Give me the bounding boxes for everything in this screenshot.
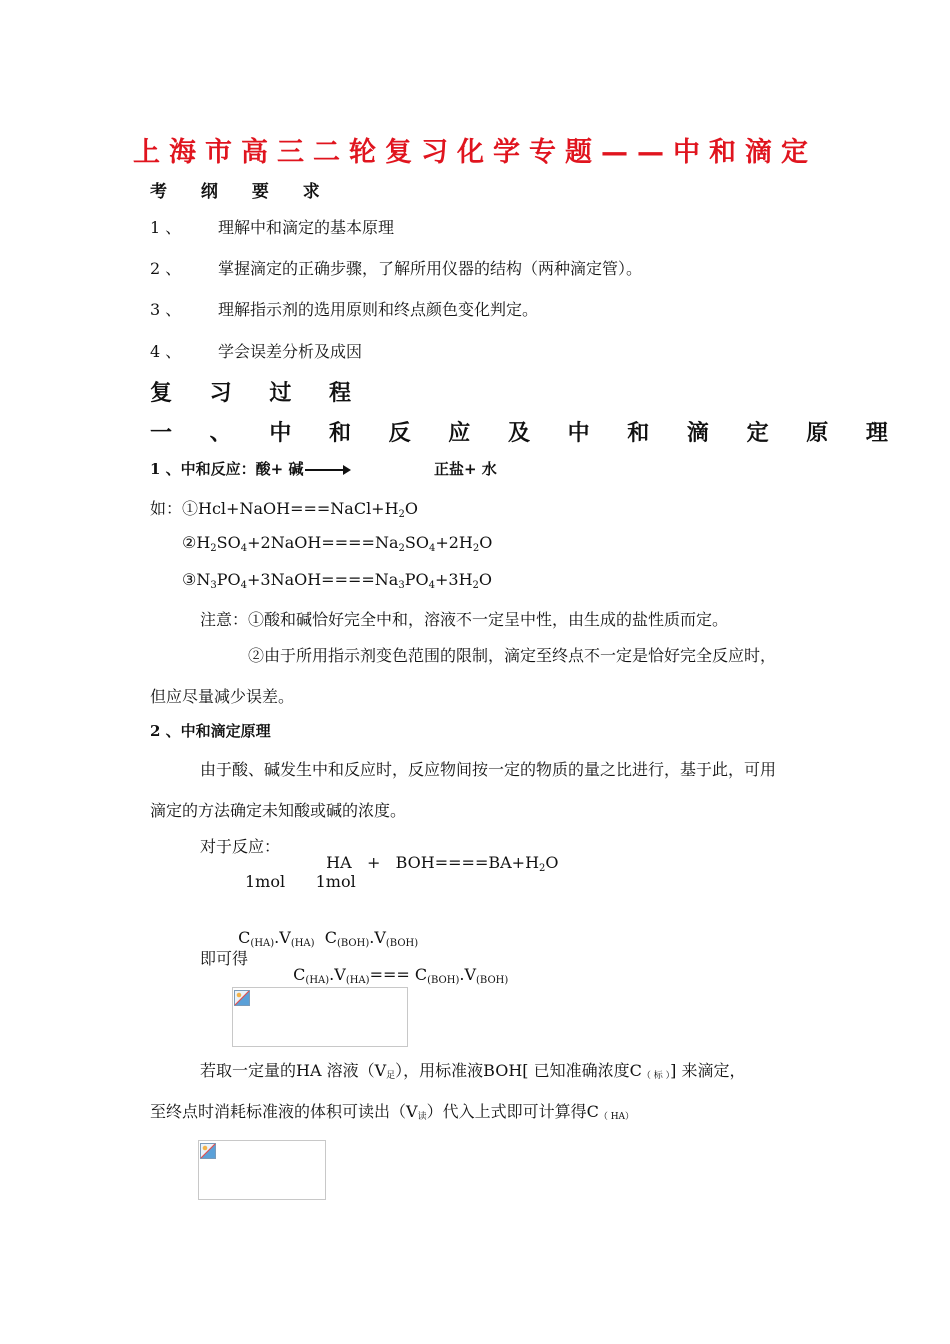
eq-sub: (HA)	[345, 975, 370, 986]
equation-3	[182, 570, 492, 589]
text-part: ] 来滴定，	[670, 1061, 746, 1080]
text-part: 若取一定量的HA 溶液（V	[200, 1061, 387, 1080]
eq-part: +2NaOH====Na	[247, 533, 399, 552]
equation-2	[182, 533, 492, 552]
eq-sub: 4	[240, 580, 247, 591]
eq-sub: (BOH)	[385, 938, 419, 949]
section1-heading: 一 、 中 和 反 应 及 中 和 滴 定 原 理	[150, 420, 903, 446]
broken-image-icon	[234, 990, 250, 1006]
reaction-equation	[316, 834, 559, 872]
text-part: 至终点时消耗标准液的体积可读出（V	[150, 1102, 418, 1121]
neutral-products: 正盐+ 水	[434, 460, 497, 478]
eq-sub: 2	[210, 543, 217, 554]
principle-line-2: 滴定的方法确定未知酸或碱的浓度。	[150, 801, 407, 820]
eq-part: .V	[329, 965, 346, 984]
item-text: 理解中和滴定的基本原理	[218, 218, 395, 237]
eq-part: +2H	[435, 533, 473, 552]
item-text: 理解指示剂的选用原则和终点颜色变化判定。	[218, 300, 539, 319]
eq-sub: 3	[398, 580, 405, 591]
eq-sub: 2	[398, 509, 405, 520]
examples-prefix: 如：	[150, 499, 183, 518]
note-2: ②由于所用指示剂变色范围的限制，滴定至终点不一定是恰好完全反应时，	[248, 646, 777, 665]
eq-sub: (HA)	[250, 938, 275, 949]
eq-sub: 4	[240, 543, 248, 554]
note-1: 注意：①酸和碱恰好完全中和，溶液不一定呈中性，由生成的盐性质而定。	[200, 610, 729, 629]
eq-sub: 2	[539, 863, 546, 874]
eq-part: C	[293, 965, 306, 984]
text-sub: 读	[417, 1112, 427, 1122]
page-title: 上海市高三二轮复习化学专题——中和滴定	[133, 137, 817, 168]
text-sub: （ HA）	[598, 1112, 635, 1122]
outline-item-4	[150, 339, 362, 362]
text-sub: （ 标 ）	[641, 1071, 671, 1081]
image-placeholder-2	[198, 1140, 326, 1200]
eq-sub: 3	[210, 580, 217, 591]
eq-part: ②H	[182, 533, 211, 552]
eq-sub: (BOH)	[476, 975, 509, 986]
text-part: ），用标准液BOH[ 已知准确浓度C	[395, 1061, 642, 1080]
eq-part: O	[479, 533, 493, 552]
neutral-reaction-label: 1 、中和反应：酸+ 碱	[150, 460, 304, 478]
eq-part: ①Hcl+NaOH===NaCl+H	[182, 499, 399, 518]
outline-heading: 考 纲 要 求	[150, 182, 334, 202]
eq-sub: 4	[428, 543, 436, 554]
eq-part: PO	[216, 570, 241, 589]
eq-part: C	[314, 928, 337, 947]
eq-part: O	[404, 499, 419, 518]
item-number: 3 、	[150, 300, 182, 319]
eq-part: C	[238, 928, 251, 947]
outline-item-1	[150, 215, 394, 238]
neutral-reaction	[150, 458, 349, 479]
item-number: 2 、	[150, 259, 182, 278]
eq-part: SO	[216, 533, 241, 552]
equation-1	[150, 496, 418, 519]
broken-image-icon	[200, 1143, 216, 1159]
eq-part: ③N	[182, 570, 211, 589]
eq-sub: (HA)	[290, 938, 315, 949]
eq-sub: 4	[428, 580, 435, 591]
eq-sub: (BOH)	[336, 938, 370, 949]
image-placeholder-1	[232, 987, 408, 1047]
eq-part: O	[478, 570, 493, 589]
outline-item-3	[150, 297, 538, 320]
item-number: 1 、	[150, 218, 182, 237]
eq-part: SO	[404, 533, 429, 552]
eq-sub: 2	[472, 580, 479, 591]
reaction-label: 对于反应：	[200, 837, 281, 856]
eq-part: .V	[459, 965, 477, 984]
eq-part: +3H	[434, 570, 473, 589]
eq-sub: (HA)	[305, 975, 330, 986]
eq-part: === C	[369, 965, 428, 984]
cv-line	[228, 909, 418, 947]
section2-heading: 2 、中和滴定原理	[150, 722, 271, 740]
item-text: 学会误差分析及成因	[218, 342, 363, 361]
item-number: 4 、	[150, 342, 182, 361]
eq-part: PO	[404, 570, 429, 589]
take-line-1	[200, 1058, 745, 1081]
eq-sub: (BOH)	[427, 975, 460, 986]
eq-sub: 2	[398, 543, 405, 554]
result-label: 即可得	[200, 949, 249, 968]
eq-part: +3NaOH====Na	[246, 570, 399, 589]
eq-part: HA + BOH====BA+H	[326, 853, 540, 872]
result-equation	[283, 946, 508, 984]
eq-part: .V	[274, 928, 291, 947]
moles-line: 1mol 1mol	[245, 872, 356, 891]
item-text: 掌握滴定的正确步骤，了解所用仪器的结构（两种滴定管）。	[218, 259, 643, 278]
eq-part: .V	[369, 928, 386, 947]
review-heading: 复 习 过 程	[150, 380, 366, 406]
text-sub: 足	[386, 1071, 396, 1081]
arrow-icon	[305, 469, 349, 471]
take-line-2	[150, 1099, 634, 1122]
eq-sub: 2	[472, 543, 480, 554]
eq-part: O	[545, 853, 559, 872]
principle-line-1: 由于酸、碱发生中和反应时，反应物间按一定的物质的量之比进行，基于此，可用	[200, 760, 777, 779]
text-part: ）代入上式即可计算得C	[426, 1102, 599, 1121]
note-3: 但应尽量减少误差。	[150, 687, 295, 706]
outline-item-2	[150, 256, 642, 279]
